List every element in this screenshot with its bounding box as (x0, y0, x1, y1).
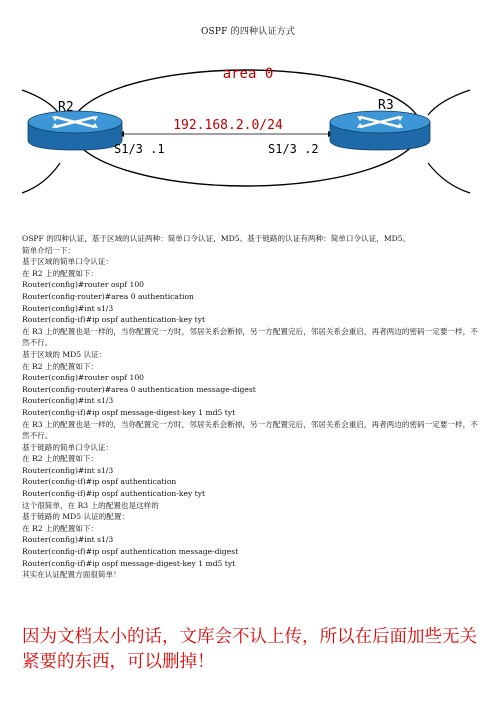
body-line: 在 R2 上的配置如下： (22, 361, 99, 371)
body-line: 基于区域的简单口令认证： (22, 257, 114, 267)
right-outer-arc (428, 90, 470, 115)
footer-note: 因为文档太小的话，文库会不认上传，所以在后面加些无关紧要的东西，可以删掉！ (22, 627, 477, 672)
left-interface-label: S1/3 .1 (114, 142, 165, 156)
right-outer-arc-2 (428, 163, 470, 193)
body-line: Router(config)#int s1/3 (22, 396, 114, 406)
body-line: Router(config-if)#ip ospf authentication (22, 477, 177, 487)
body-line: Router(config-if)#ip ospf message-digest-key 1 md5 tyt (22, 407, 236, 417)
body-line: 基于链路的简单口令认证： (22, 442, 114, 452)
body-line: Router(config)#router ospf 100 (22, 373, 145, 383)
body-line: Router(config-if)#ip ospf authentication-key tyt (22, 315, 206, 325)
body-line: OSPF 的四种认证，基于区域的认证两种：简单口令认证，MD5。基于链路的认证有两种：简单口令认证，MD5。 (22, 234, 411, 243)
body-line: Router(config)#int s1/3 (22, 465, 114, 475)
body-line: 这个很简单，在 R3 上的配置也是这样的 (22, 500, 159, 510)
router-r2-label: R2 (58, 100, 74, 115)
body-line: 在 R2 上的配置如下： (22, 523, 99, 533)
left-outer-arc-2 (22, 163, 60, 193)
router-r3-label: R3 (378, 98, 394, 113)
router-r2-icon (28, 111, 122, 150)
body-line: 在 R3 上的配置也是一样的，当你配置完一方时，邻居关系会断掉，另一方配置完后，邻居关系会重启，再者两边的密码一定要一样，不然不行。 (22, 326, 478, 348)
body-line: 简单介绍一下： (22, 245, 76, 255)
body-line: 其实在认证配置方面很简单！ (22, 570, 121, 580)
left-outer-arc (22, 90, 60, 115)
body-line: Router(config-router)#area 0 authentication (22, 291, 194, 301)
body-line: Router(config-router)#area 0 authentication message-digest (22, 384, 256, 394)
right-interface-label: S1/3 .2 (268, 142, 319, 156)
network-label: 192.168.2.0/24 (173, 118, 283, 133)
document-title: OSPF 的四种认证方式 (200, 27, 296, 37)
area-label: area 0 (222, 66, 274, 82)
body-line: Router(config-if)#ip ospf authentication-key tyt (22, 489, 206, 499)
body-line: 在 R2 上的配置如下： (22, 454, 99, 464)
body-line: 在 R3 上的配置也是一样的，当你配置完一方时，邻居关系会断掉，另一方配置完后，邻居关系会重启，再者两边的密码一定要一样，不然不行。 (22, 419, 478, 441)
body-line: 基于区域的 MD5 认证： (22, 349, 107, 359)
network-diagram (0, 45, 496, 220)
body-line: 在 R2 上的配置如下： (22, 268, 99, 278)
body-line: Router(config)#router ospf 100 (22, 280, 145, 290)
body-line: 基于链路的 MD5 认证的配置： (22, 512, 130, 522)
body-line: Router(config)#int s1/3 (22, 535, 114, 545)
body-line: Router(config)#int s1/3 (22, 303, 114, 313)
document-body (22, 233, 478, 581)
body-line: Router(config-if)#ip ospf authentication message-digest (22, 547, 239, 557)
body-line: Router(config-if)#ip ospf message-digest-key 1 md5 tyt (22, 558, 236, 568)
router-r3-icon (330, 111, 430, 150)
